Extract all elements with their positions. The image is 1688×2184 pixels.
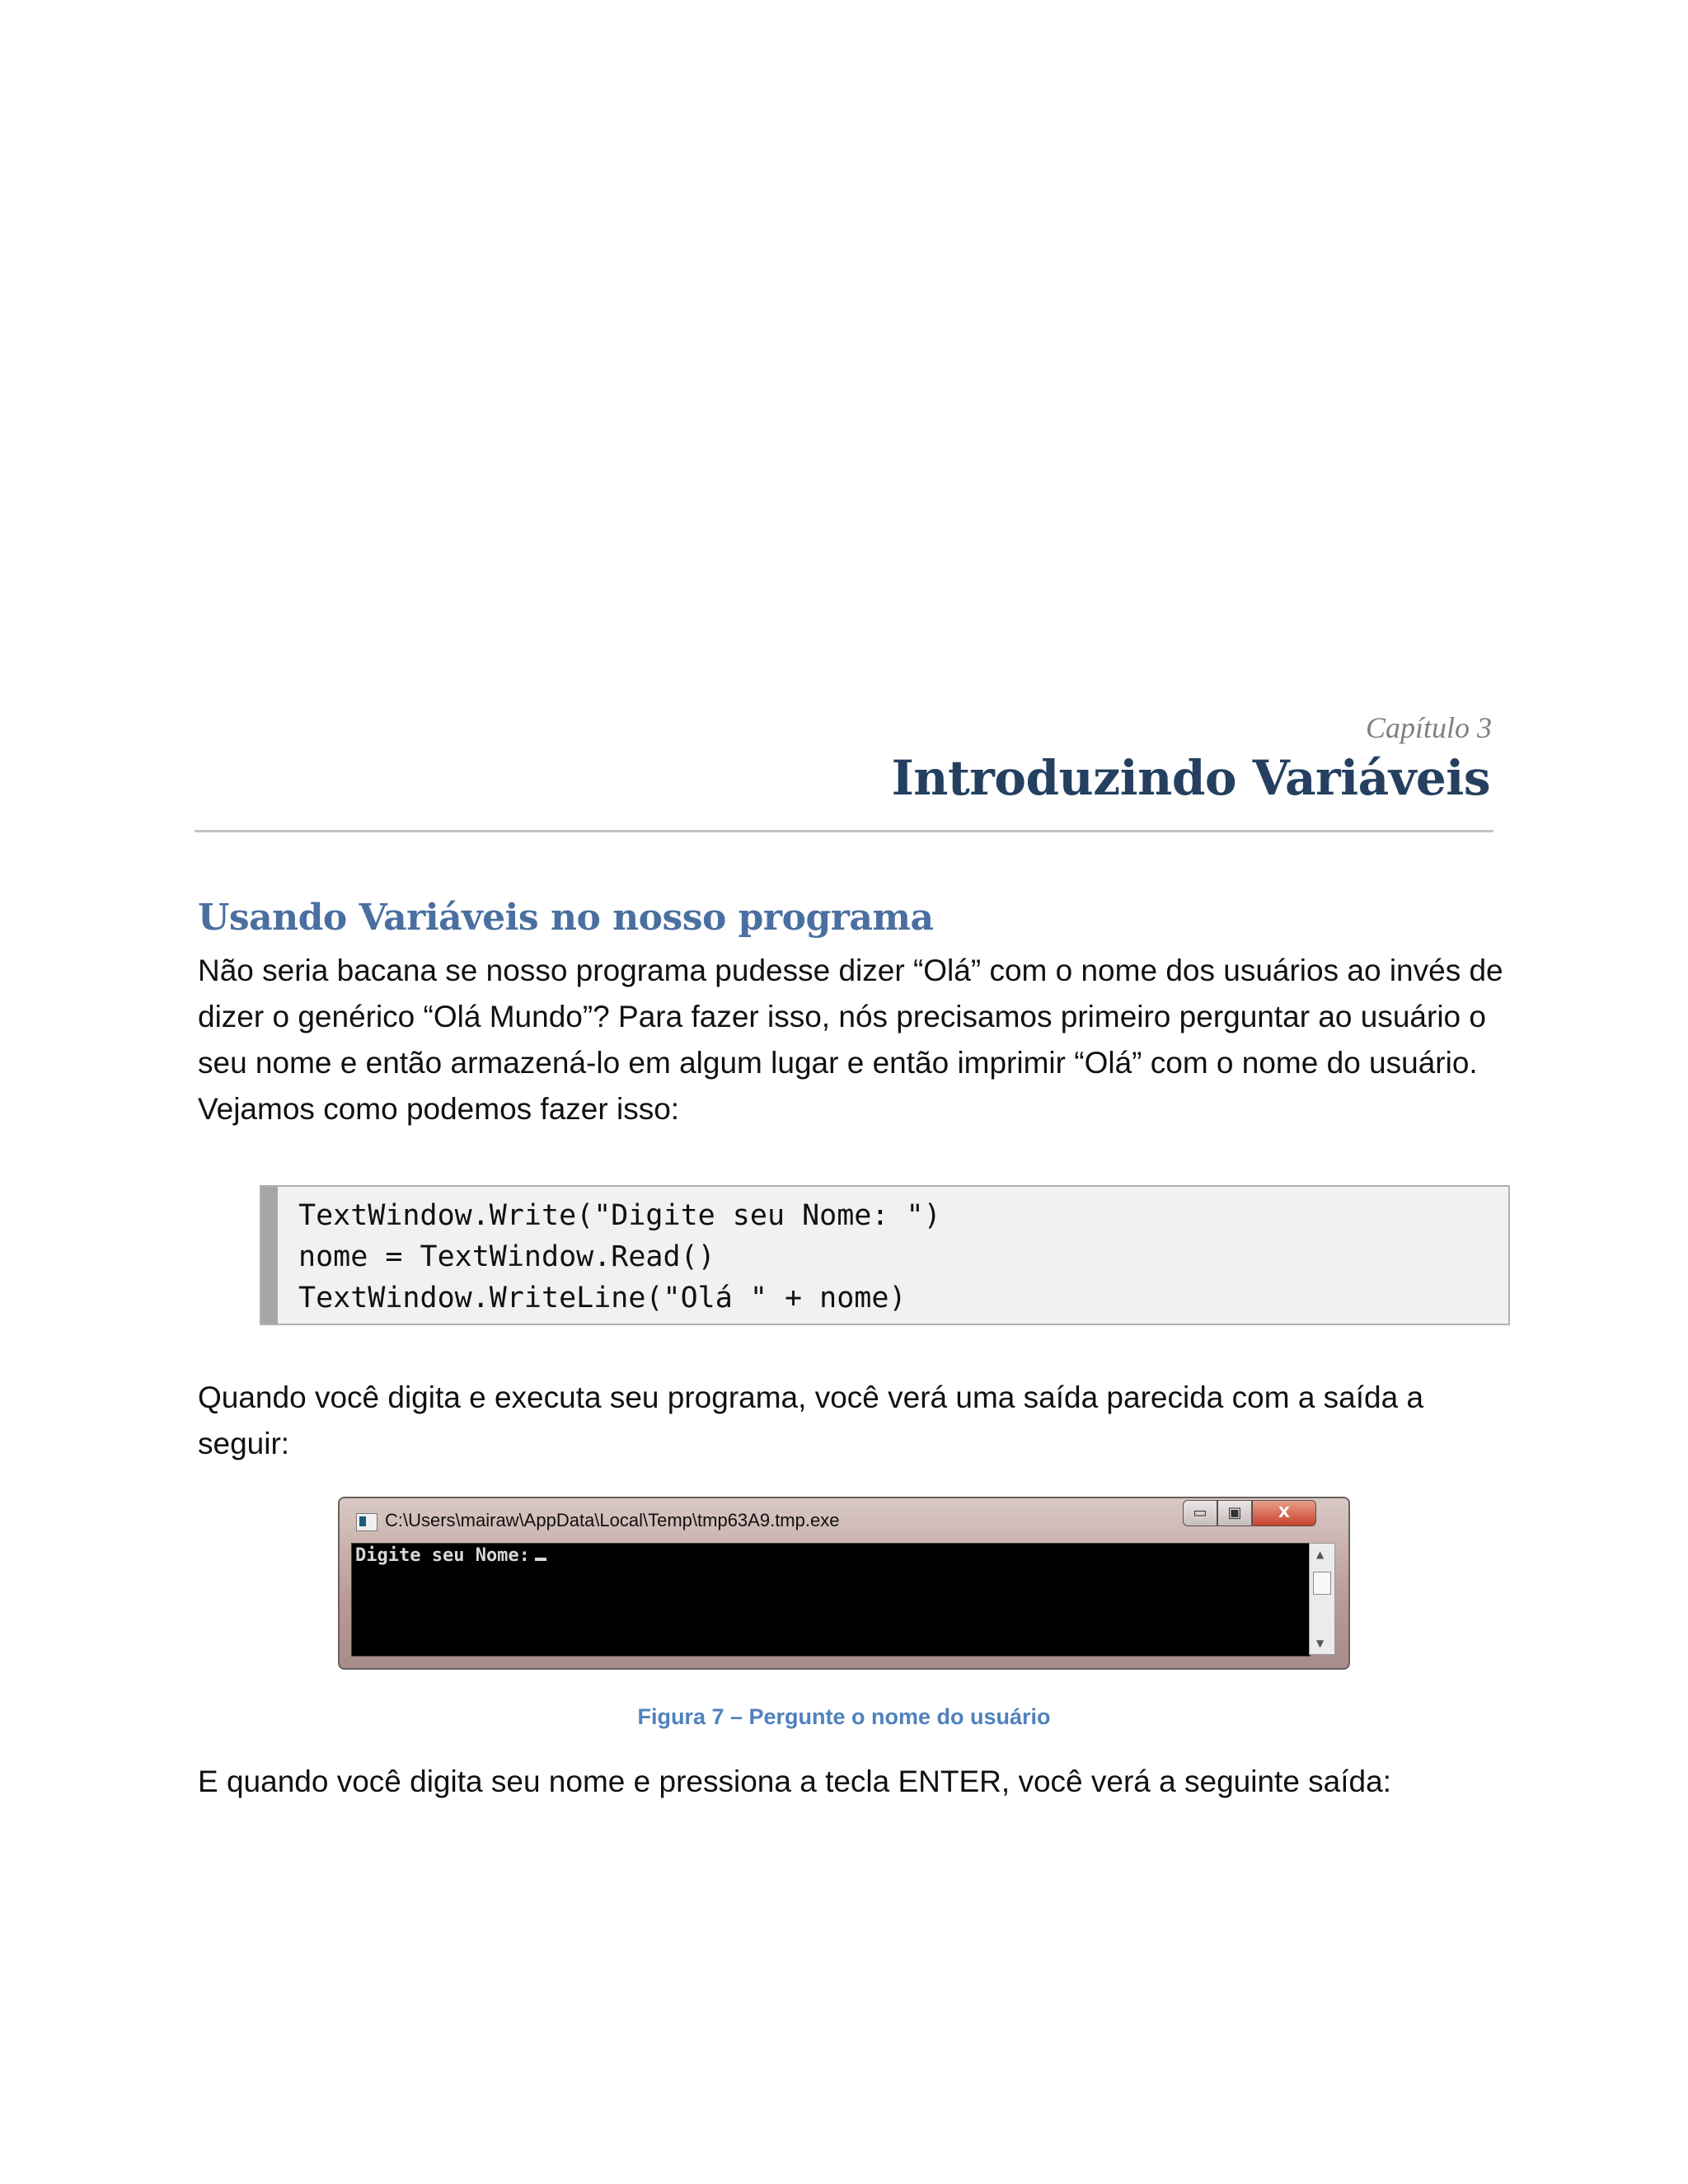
console-window-title: C:\Users\mairaw\AppData\Local\Temp\tmp63A9.tmp.exe <box>385 1510 840 1530</box>
code-line: TextWindow.WriteLine("Olá " + nome) <box>298 1282 907 1315</box>
scroll-down-arrow-icon: ▼ <box>1316 1638 1325 1649</box>
console-cursor <box>535 1558 546 1561</box>
chapter-label: Capítulo 3 <box>1365 711 1492 744</box>
output-intro-paragraph: Quando você digita e executa seu programa, você verá uma saída parecida com a saída a seguir: <box>198 1380 1424 1460</box>
console-window-screenshot <box>338 1497 1350 1670</box>
chapter-title: Introduzindo Variáveis <box>891 750 1490 806</box>
console-app-icon <box>356 1513 377 1531</box>
figure-caption: Figura 7 – Pergunte o nome do usuário <box>637 1704 1051 1729</box>
scroll-up-arrow-icon: ▲ <box>1316 1549 1325 1560</box>
console-screen <box>351 1543 1311 1657</box>
code-line: TextWindow.Write("Digite seu Nome: ") <box>298 1199 941 1232</box>
code-line: nome = TextWindow.Read() <box>298 1240 715 1273</box>
code-block <box>260 1185 1510 1325</box>
minimize-button: ▭ <box>1183 1500 1217 1526</box>
console-output <box>355 1545 546 1566</box>
code-block-accent-bar <box>261 1187 278 1324</box>
close-button: X <box>1252 1500 1316 1526</box>
intro-paragraph: Não seria bacana se nosso programa pudesse dizer “Olá” com o nome dos usuários ao invés de dizer o genérico “Olá Mundo”? Para fazer isso, nós precisamos primeiro perguntar ao usuário o seu nome e então armazená-lo em algum lugar e então imprimir “Olá” com o nome do usuário. Vejamos como podemos fazer isso: <box>198 954 1503 1126</box>
title-divider <box>195 830 1493 832</box>
maximize-button: ▣ <box>1217 1500 1252 1526</box>
console-prompt-text: Digite seu Nome: <box>355 1545 530 1566</box>
closing-paragraph: E quando você digita seu nome e pressiona a tecla ENTER, você verá a seguinte saída: <box>198 1765 1391 1798</box>
scroll-thumb <box>1313 1572 1331 1595</box>
section-heading: Usando Variáveis no nosso programa <box>198 897 934 939</box>
code-lines <box>298 1195 941 1319</box>
console-scrollbar <box>1309 1543 1335 1655</box>
